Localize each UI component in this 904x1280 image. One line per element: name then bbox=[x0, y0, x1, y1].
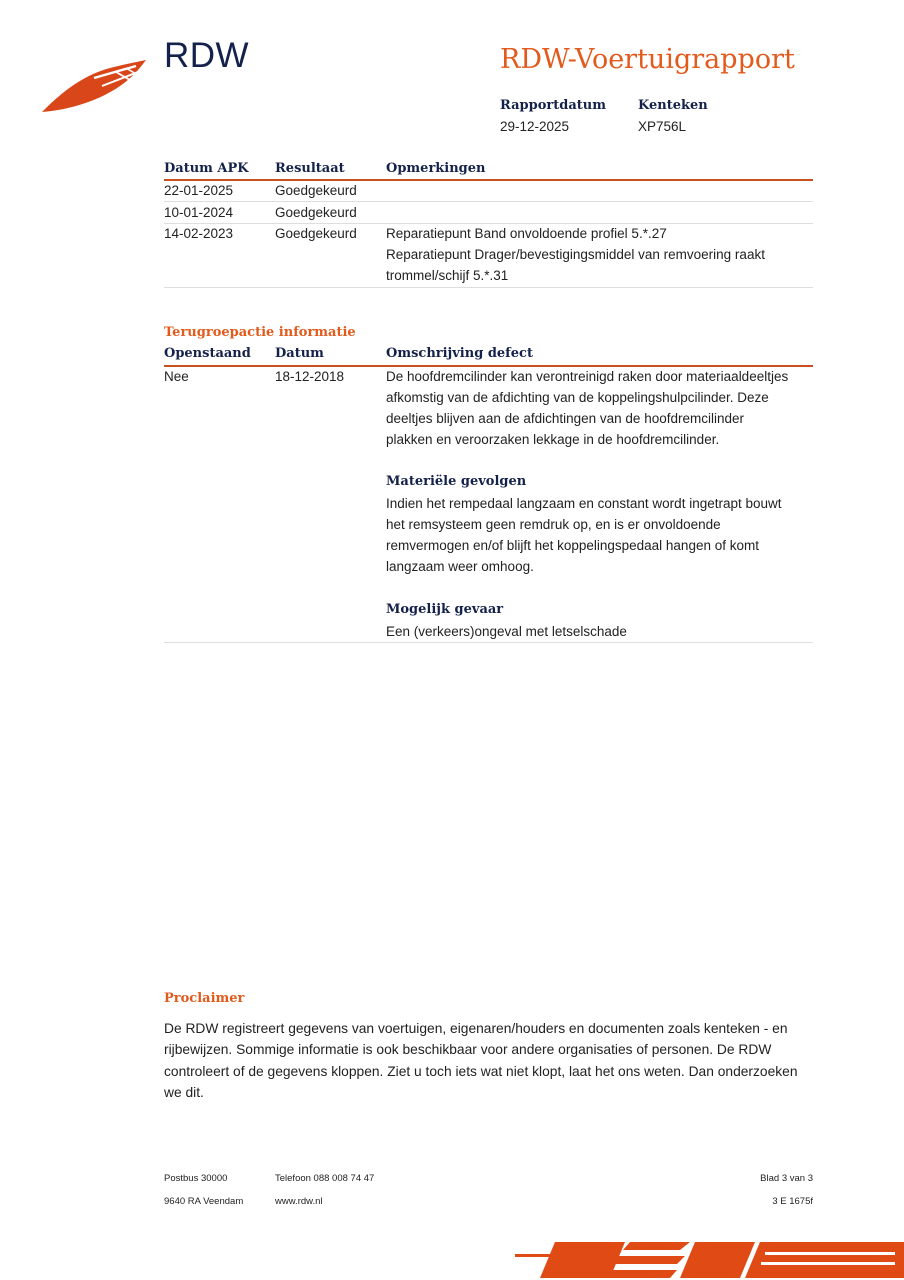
apk-row-date: 14-02-2023 bbox=[164, 226, 234, 241]
row-divider bbox=[164, 287, 813, 288]
consequences-title: Materiële gevolgen bbox=[386, 474, 527, 489]
footer-phone: Telefoon 088 008 74 47 bbox=[275, 1173, 375, 1184]
recall-description-line: plakken en veroorzaken lekkage in de hoofdremcilinder. bbox=[386, 432, 720, 447]
proclaimer-title: Proclaimer bbox=[164, 991, 245, 1006]
recall-description-line: deeltjes blijven aan de afdichtingen van de hoofdremcilinder bbox=[386, 411, 744, 426]
plate-label: Kenteken bbox=[638, 98, 708, 113]
danger-title: Mogelijk gevaar bbox=[386, 602, 504, 617]
recall-description-line: afkomstig van de afdichting van de koppelingshulpcilinder. Deze bbox=[386, 390, 769, 405]
recall-col-date: Datum bbox=[275, 346, 324, 361]
footer-code: 3 E 1675f bbox=[772, 1196, 813, 1207]
report-date-value: 29-12-2025 bbox=[500, 119, 570, 134]
recall-col-open: Openstaand bbox=[164, 346, 251, 361]
recall-date-value: 18-12-2018 bbox=[275, 369, 345, 384]
footer-postbus: Postbus 30000 bbox=[164, 1173, 228, 1184]
consequences-line: Indien het rempedaal langzaam en constant wordt ingetrapt bouwt bbox=[386, 496, 782, 511]
apk-col-result: Resultaat bbox=[275, 161, 345, 176]
consequences-line: remvermogen en/of blijft het koppelingspedaal hangen of komt bbox=[386, 538, 759, 553]
apk-row-result: Goedgekeurd bbox=[275, 205, 357, 220]
row-divider bbox=[164, 642, 813, 643]
apk-remark-line: Reparatiepunt Band onvoldoende profiel 5.*.27 bbox=[386, 226, 667, 241]
footer-city: 9640 RA Veendam bbox=[164, 1196, 244, 1207]
apk-row-date: 22-01-2025 bbox=[164, 183, 234, 198]
footer-page: Blad 3 van 3 bbox=[760, 1173, 813, 1184]
apk-remark-line: trommel/schijf 5.*.31 bbox=[386, 268, 509, 283]
apk-remark-line: Reparatiepunt Drager/bevestigingsmiddel van remvoering raakt bbox=[386, 247, 765, 262]
apk-header-rule bbox=[164, 179, 813, 181]
report-date-label: Rapportdatum bbox=[500, 98, 606, 113]
recall-col-description: Omschrijving defect bbox=[386, 346, 533, 361]
apk-row-result: Goedgekeurd bbox=[275, 183, 357, 198]
report-title: RDW-Voertuigrapport bbox=[500, 44, 795, 75]
apk-row-date: 10-01-2024 bbox=[164, 205, 234, 220]
apk-col-remarks: Opmerkingen bbox=[386, 161, 486, 176]
footer-website[interactable]: www.rdw.nl bbox=[275, 1196, 323, 1207]
apk-row-result: Goedgekeurd bbox=[275, 226, 357, 241]
danger-text: Een (verkeers)ongeval met letselschade bbox=[386, 624, 627, 639]
consequences-line: langzaam weer omhoog. bbox=[386, 559, 534, 574]
recall-description-line: De hoofdremcilinder kan verontreinigd raken door materiaaldeeltjes bbox=[386, 369, 789, 384]
recall-open-value: Nee bbox=[164, 369, 189, 384]
proclaimer-text: De RDW registreert gegevens van voertuigen, eigenaren/houders en documenten zoals kenteken - en rijbewijzen. Sommige informatie is ook beschikbaar voor andere organisaties of personen. De RDW controleert of de gegevens kloppen. Ziet u toch iets wat niet klopt, laat het ons weten. Dan onderzoeken we dit. bbox=[164, 1021, 798, 1101]
row-divider bbox=[164, 201, 813, 202]
logo-text: RDW bbox=[164, 36, 250, 75]
plate-value: XP756L bbox=[638, 119, 687, 134]
consequences-line: het remsysteem geen remdruk op, en is er onvoldoende bbox=[386, 517, 721, 532]
rdw-logo-icon bbox=[40, 56, 148, 114]
apk-col-date: Datum APK bbox=[164, 161, 249, 176]
recall-section-title: Terugroepactie informatie bbox=[164, 325, 356, 340]
decorative-stripes-icon bbox=[515, 1240, 904, 1280]
